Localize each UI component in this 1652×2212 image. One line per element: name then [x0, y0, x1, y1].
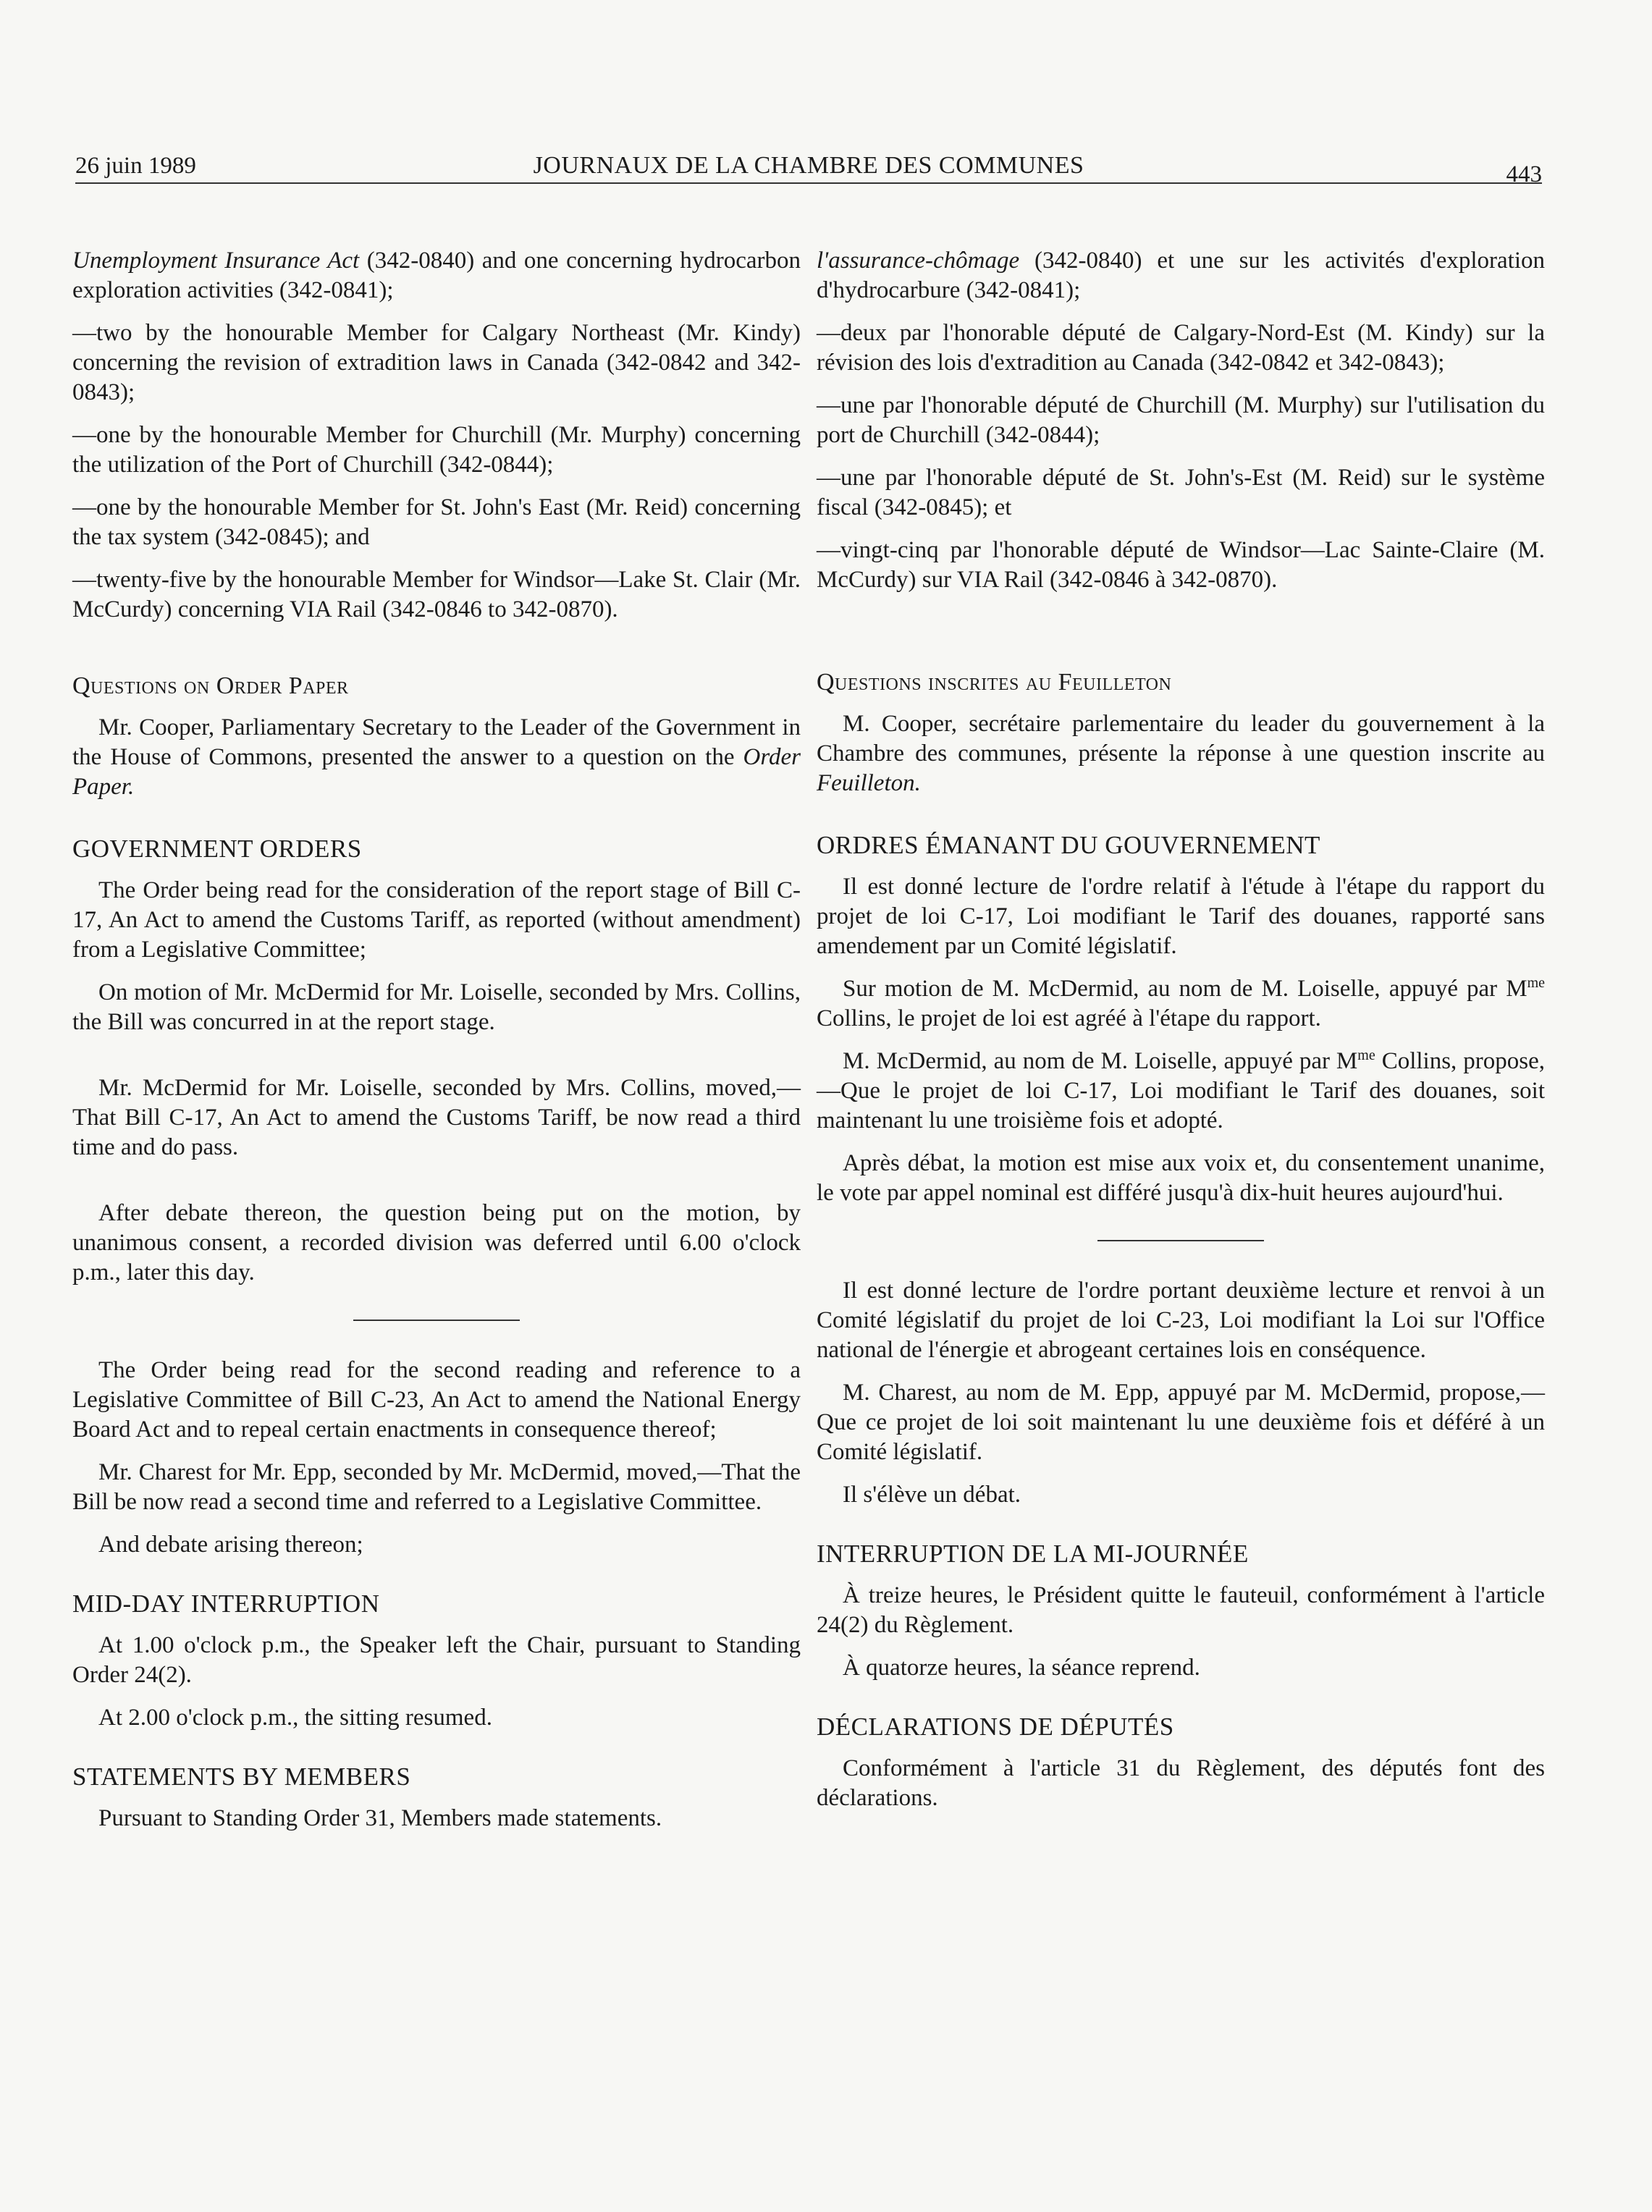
en-questions-p1-italic: Order Paper. — [72, 744, 801, 800]
en-intro-p1-rest: (342-0840) and one concerning hydrocarbon exploration activities (342-0841); — [72, 248, 801, 303]
english-column — [72, 246, 801, 1846]
en-gov-p1: The Order being read for the consideration of the report stage of Bill C-17, An Act to amend the Customs Tariff, as reported (without amendment) from a Legislative Committee; — [72, 877, 801, 963]
fr-midday-p1: À treize heures, le Président quitte le fauteuil, conformément à l'article 24(2) du Règlement. — [817, 1582, 1545, 1638]
fr-intro-p2: —deux par l'honorable député de Calgary-Nord-Est (M. Kindy) sur la révision des lois d'extradition au Canada (342-0842 et 342-0843); — [817, 320, 1545, 376]
en-midday-heading: MID-DAY INTERRUPTION — [72, 1590, 380, 1618]
fr-gov-p2-b: Collins, le projet de loi est agréé à l'étape du rapport. — [817, 1005, 1321, 1031]
header-title: JOURNAUX DE LA CHAMBRE DES COMMUNES — [533, 152, 1084, 179]
en-gov-p4: After debate thereon, the question being put on the motion, by unanimous consent, a recorded division was deferred until 6.00 o'clock p.m., later this day. — [72, 1200, 801, 1286]
en-midday-p2: At 2.00 o'clock p.m., the sitting resumed. — [98, 1705, 492, 1731]
fr-gov-p1: Il est donné lecture de l'ordre relatif à l'étude à l'étape du rapport du projet de loi C-17, Loi modifiant le Tarif des douanes, rapporté sans amendement par un Comité législatif. — [817, 874, 1545, 959]
fr-questions-p1-text: M. Cooper, secrétaire parlementaire du leader du gouvernement à la Chambre des communes, présente la réponse à une question inscrite au — [817, 711, 1545, 767]
fr-questions-p1-italic: Feuilleton. — [817, 770, 921, 796]
fr-gov-p4: Après débat, la motion est mise aux voix et, du consentement unanime, le vote par appel nominal est différé jusqu'à dix-huit heures aujourd'hui. — [817, 1150, 1545, 1206]
fr-questions-p1 — [817, 709, 1545, 798]
fr-gov-p2 — [817, 974, 1545, 1034]
fr-gov-p2-a: Sur motion de M. McDermid, au nom de M. Loiselle, appuyé par M — [843, 976, 1527, 1002]
en-second-p1: The Order being read for the second reading and reference to a Legislative Committee of Bill C-23, An Act to amend the National Energy Board Act and to repeal certain enactments in consequence thereof; — [72, 1357, 801, 1443]
en-questions-heading: Questions on Order Paper — [72, 672, 349, 699]
en-intro-p3: —one by the honourable Member for Churchill (Mr. Murphy) concerning the utilization of the Port of Churchill (342-0844); — [72, 422, 801, 478]
en-second-p3: And debate arising thereon; — [98, 1532, 363, 1558]
en-intro-p1 — [72, 246, 801, 305]
en-intro-p2: —two by the honourable Member for Calgary Northeast (Mr. Kindy) concerning the revision of extradition laws in Canada (342-0842 and 342-0843); — [72, 320, 801, 405]
header-date: 26 juin 1989 — [75, 153, 196, 179]
header-rule — [75, 182, 1542, 184]
page-header — [75, 145, 1542, 188]
fr-intro-p1-rest: (342-0840) et une sur les activités d'exploration d'hydrocarbure (342-0841); — [817, 248, 1545, 303]
en-intro-p5: —twenty-five by the honourable Member for Windsor—Lake St. Clair (Mr. McCurdy) concerning VIA Rail (342-0846 to 342-0870). — [72, 567, 801, 622]
en-midday-p1: At 1.00 o'clock p.m., the Speaker left the Chair, pursuant to Standing Order 24(2). — [72, 1632, 801, 1688]
en-statements-p1: Pursuant to Standing Order 31, Members made statements. — [98, 1805, 662, 1831]
fr-gov-p3-sup: me — [1357, 1047, 1375, 1063]
fr-intro-p1 — [817, 246, 1545, 305]
fr-intro-p5: —vingt-cinq par l'honorable député de Windsor—Lac Sainte-Claire (M. McCurdy) sur VIA Rail (342-0846 à 342-0870). — [817, 537, 1545, 593]
page-number: 443 — [1506, 161, 1542, 187]
en-section-divider — [353, 1320, 520, 1321]
fr-intro-p4: —une par l'honorable député de St. John's-Est (M. Reid) sur le système fiscal (342-0845); et — [817, 465, 1545, 520]
fr-statements-p1: Conformément à l'article 31 du Règlement, des députés font des déclarations. — [817, 1755, 1545, 1811]
en-statements-heading: STATEMENTS BY MEMBERS — [72, 1763, 411, 1791]
fr-second-p2: M. Charest, au nom de M. Epp, appuyé par M. McDermid, propose,—Que ce projet de loi soit maintenant lu une deuxième fois et déféré à un Comité législatif. — [817, 1380, 1545, 1465]
fr-gov-orders-heading: ORDRES ÉMANANT DU GOUVERNEMENT — [817, 831, 1320, 859]
fr-second-p3: Il s'élève un débat. — [843, 1482, 1021, 1508]
en-second-p2: Mr. Charest for Mr. Epp, seconded by Mr. McDermid, moved,—That the Bill be now read a second time and referred to a Legislative Committee. — [72, 1459, 801, 1515]
fr-gov-p3-b: Collins, propose,—Que le projet de loi C-17, Loi modifiant le Tarif des douanes, soit maintenant lu une troisième fois et adopté. — [817, 1048, 1546, 1134]
fr-statements-heading: DÉCLARATIONS DE DÉPUTÉS — [817, 1713, 1174, 1741]
fr-questions-heading: Questions inscrites au Feuilleton — [817, 669, 1172, 696]
en-gov-p2: On motion of Mr. McDermid for Mr. Loiselle, seconded by Mrs. Collins, the Bill was concurred in at the report stage. — [72, 979, 801, 1035]
en-intro-p1-italic: Unemployment Insurance Act — [72, 248, 360, 274]
fr-gov-p3 — [817, 1047, 1545, 1136]
french-column — [817, 246, 1545, 1826]
en-intro-p4: —one by the honourable Member for St. John's East (Mr. Reid) concerning the tax system (342-0845); and — [72, 494, 801, 550]
fr-section-divider — [1097, 1240, 1264, 1241]
fr-second-p1: Il est donné lecture de l'ordre portant deuxième lecture et renvoi à un Comité législatif du projet de loi C-23, Loi modifiant la Loi sur l'Office national de l'énergie et abrogeant certaines lois en conséquence. — [817, 1278, 1545, 1363]
en-gov-p3: Mr. McDermid for Mr. Loiselle, seconded by Mrs. Collins, moved,—That Bill C-17, An Act to amend the Customs Tariff, be now read a third time and do pass. — [72, 1075, 801, 1160]
fr-gov-p2-sup: me — [1527, 975, 1545, 991]
fr-intro-p3: —une par l'honorable député de Churchill (M. Murphy) sur l'utilisation du port de Churchill (342-0844); — [817, 392, 1545, 448]
fr-gov-p3-a: M. McDermid, au nom de M. Loiselle, appuyé par M — [843, 1048, 1358, 1074]
fr-midday-p2: À quatorze heures, la séance reprend. — [843, 1655, 1200, 1681]
fr-intro-p1-italic: l'assurance-chômage — [817, 248, 1020, 274]
en-questions-p1-text: Mr. Cooper, Parliamentary Secretary to the Leader of the Government in the House of Commons, presented the answer to a question on the — [72, 714, 801, 770]
fr-midday-heading: INTERRUPTION DE LA MI-JOURNÉE — [817, 1540, 1249, 1568]
en-questions-p1 — [72, 713, 801, 802]
en-gov-orders-heading: GOVERNMENT ORDERS — [72, 835, 362, 863]
